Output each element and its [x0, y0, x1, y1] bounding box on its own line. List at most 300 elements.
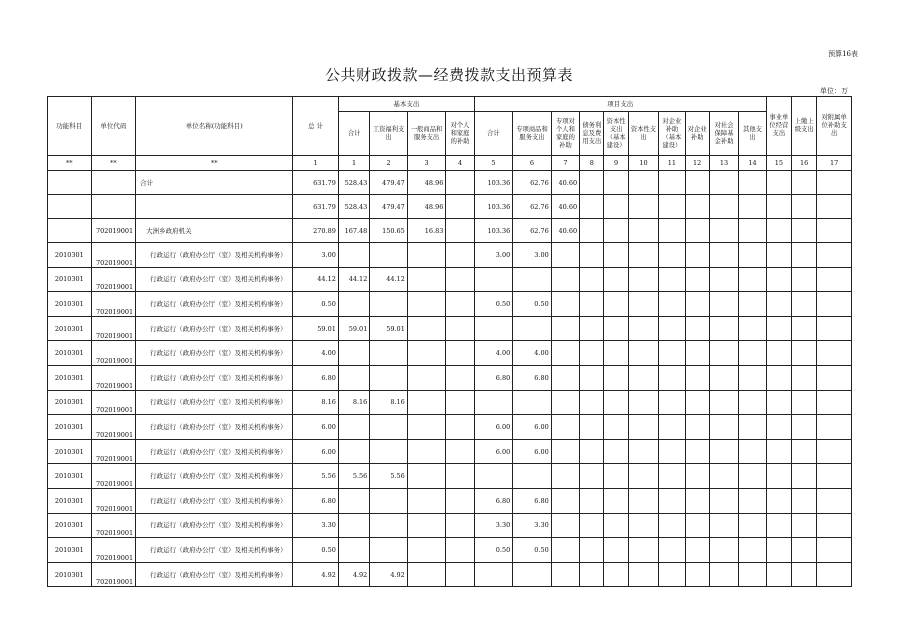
empty-cell — [659, 243, 685, 268]
empty-cell — [628, 513, 658, 538]
func-subject-cell: 2010301 — [48, 267, 92, 292]
unit-code-cell: 702019001 — [91, 513, 136, 538]
table-row — [48, 439, 852, 464]
func-subject-cell: 2010301 — [48, 415, 92, 440]
header-tail-col: 事业单位经营支出 — [766, 97, 791, 156]
unit-name-cell — [136, 513, 293, 538]
header-project-group: 项目支出 — [474, 97, 766, 112]
empty-cell — [739, 513, 766, 538]
basic-wage-cell: 150.65 — [370, 219, 408, 243]
project-sum-cell: 6.80 — [474, 365, 513, 390]
basic-sum-cell — [338, 415, 369, 440]
basic-goods-cell — [407, 415, 446, 440]
empty-cell — [685, 538, 709, 563]
empty-cell — [580, 439, 604, 464]
empty-cell — [709, 538, 738, 563]
empty-cell — [580, 292, 604, 317]
table-row — [48, 341, 852, 366]
basic-individual-cell — [446, 562, 474, 587]
basic-goods-cell — [407, 538, 446, 563]
empty-cell — [659, 292, 685, 317]
func-subject-cell: 2010301 — [48, 562, 92, 587]
header-func-subject: 功能科目 — [48, 97, 92, 156]
basic-sum-cell: 8.16 — [338, 390, 369, 415]
func-subject-cell — [48, 171, 92, 195]
column-index-cell: 4 — [446, 156, 474, 171]
empty-cell — [739, 415, 766, 440]
empty-cell — [659, 562, 685, 587]
empty-cell — [817, 538, 852, 563]
project-goods-cell — [513, 267, 552, 292]
unit-code-cell: 702019001 — [91, 415, 136, 440]
empty-cell — [766, 390, 791, 415]
header-basic-col: 一般商品和服务支出 — [407, 112, 446, 156]
basic-sum-cell — [338, 439, 369, 464]
basic-wage-cell: 44.12 — [370, 267, 408, 292]
empty-cell — [739, 195, 766, 219]
project-goods-cell: 0.50 — [513, 292, 552, 317]
column-index-cell: 2 — [370, 156, 408, 171]
func-subject-cell: 2010301 — [48, 316, 92, 341]
func-subject-cell — [48, 219, 92, 243]
column-index-cell: 1 — [338, 156, 369, 171]
unit-code-cell: 702019001 — [91, 365, 136, 390]
empty-cell — [628, 390, 658, 415]
basic-individual-cell — [446, 415, 474, 440]
total-cell: 631.79 — [293, 171, 339, 195]
unit-name-text: 行政运行（政府办公厅（室）及相关机构事务） — [150, 324, 287, 333]
empty-cell — [628, 488, 658, 513]
empty-cell — [817, 267, 852, 292]
table-row — [48, 488, 852, 513]
empty-cell — [709, 243, 738, 268]
unit-name-text: 行政运行（政府办公厅（室）及相关机构事务） — [150, 447, 287, 456]
basic-individual-cell — [446, 267, 474, 292]
header-basic-col: 工资福利支出 — [370, 112, 408, 156]
empty-cell — [792, 513, 817, 538]
empty-cell — [604, 365, 628, 390]
table-row — [48, 267, 852, 292]
total-cell: 6.00 — [293, 439, 339, 464]
empty-cell — [604, 267, 628, 292]
budget-table — [47, 96, 852, 587]
basic-wage-cell — [370, 341, 408, 366]
empty-cell — [739, 341, 766, 366]
empty-cell — [817, 195, 852, 219]
header-tail-col: 对附属单位补助支出 — [817, 97, 852, 156]
empty-cell — [766, 195, 791, 219]
empty-cell — [792, 464, 817, 489]
basic-goods-cell — [407, 513, 446, 538]
basic-wage-cell — [370, 439, 408, 464]
header-project-col: 资本性支出（基本建设） — [604, 112, 628, 156]
unit-name-text: 行政运行（政府办公厅（室）及相关机构事务） — [150, 299, 287, 308]
project-goods-cell: 3.00 — [513, 243, 552, 268]
basic-individual-cell — [446, 219, 474, 243]
basic-goods-cell — [407, 316, 446, 341]
empty-cell — [766, 316, 791, 341]
empty-cell — [766, 219, 791, 243]
empty-cell — [792, 439, 817, 464]
unit-name-text: 行政运行（政府办公厅（室）及相关机构事务） — [150, 422, 287, 431]
empty-cell — [551, 267, 579, 292]
basic-sum-cell — [338, 513, 369, 538]
empty-cell — [659, 171, 685, 195]
empty-cell — [659, 390, 685, 415]
empty-cell — [551, 562, 579, 587]
empty-cell — [628, 341, 658, 366]
empty-cell — [685, 219, 709, 243]
empty-cell — [739, 292, 766, 317]
empty-cell — [685, 365, 709, 390]
basic-individual-cell — [446, 513, 474, 538]
project-sum-cell — [474, 390, 513, 415]
empty-cell — [766, 439, 791, 464]
total-cell: 6.80 — [293, 365, 339, 390]
basic-wage-cell: 479.47 — [370, 171, 408, 195]
empty-cell — [817, 171, 852, 195]
basic-goods-cell — [407, 562, 446, 587]
project-goods-cell — [513, 562, 552, 587]
project-goods-cell — [513, 390, 552, 415]
empty-cell — [739, 219, 766, 243]
empty-cell — [659, 513, 685, 538]
empty-cell — [766, 292, 791, 317]
basic-individual-cell — [446, 341, 474, 366]
empty-cell — [659, 316, 685, 341]
table-row — [48, 562, 852, 587]
total-cell: 3.30 — [293, 513, 339, 538]
unit-name-cell — [136, 488, 293, 513]
project-goods-cell: 6.00 — [513, 439, 552, 464]
total-cell: 4.92 — [293, 562, 339, 587]
empty-cell — [817, 513, 852, 538]
empty-cell — [604, 538, 628, 563]
basic-wage-cell: 479.47 — [370, 195, 408, 219]
empty-cell — [628, 439, 658, 464]
basic-sum-cell — [338, 488, 369, 513]
empty-cell — [685, 415, 709, 440]
func-subject-cell: 2010301 — [48, 341, 92, 366]
empty-cell — [792, 292, 817, 317]
empty-cell — [709, 439, 738, 464]
unit-name-cell — [136, 538, 293, 563]
empty-cell — [628, 267, 658, 292]
column-index-cell: 1 — [293, 156, 339, 171]
empty-cell — [709, 390, 738, 415]
project-sum-cell: 0.50 — [474, 292, 513, 317]
empty-cell — [628, 219, 658, 243]
unit-name-text: 行政运行（政府办公厅（室）及相关机构事务） — [150, 250, 287, 259]
header-project-col: 债务利息及费用支出 — [580, 112, 604, 156]
project-sum-cell: 103.36 — [474, 219, 513, 243]
empty-cell — [580, 243, 604, 268]
header-tail-col: 上缴上级支出 — [792, 97, 817, 156]
empty-cell — [604, 513, 628, 538]
basic-sum-cell: 5.56 — [338, 464, 369, 489]
unit-code-cell: 702019001 — [91, 488, 136, 513]
project-sum-cell: 103.36 — [474, 195, 513, 219]
empty-cell — [766, 513, 791, 538]
empty-cell — [580, 488, 604, 513]
empty-cell — [580, 219, 604, 243]
column-index-cell: 17 — [817, 156, 852, 171]
unit-code-cell: 702019001 — [91, 464, 136, 489]
basic-goods-cell — [407, 365, 446, 390]
empty-cell — [659, 439, 685, 464]
project-goods-cell — [513, 464, 552, 489]
empty-cell — [739, 488, 766, 513]
table-row — [48, 538, 852, 563]
empty-cell — [739, 267, 766, 292]
empty-cell — [628, 171, 658, 195]
empty-cell — [659, 341, 685, 366]
project-sum-cell: 3.00 — [474, 243, 513, 268]
unit-name-cell: 合计 — [136, 171, 293, 195]
empty-cell — [817, 488, 852, 513]
func-subject-cell: 2010301 — [48, 488, 92, 513]
project-sum-cell — [474, 316, 513, 341]
empty-cell — [817, 316, 852, 341]
empty-cell — [792, 365, 817, 390]
project-goods-cell: 62.76 — [513, 195, 552, 219]
project-sum-cell — [474, 562, 513, 587]
basic-goods-cell — [407, 267, 446, 292]
unit-name-text: 行政运行（政府办公厅（室）及相关机构事务） — [150, 398, 287, 407]
unit-code-cell: 702019001 — [91, 390, 136, 415]
empty-cell — [604, 562, 628, 587]
unit-name-cell — [136, 464, 293, 489]
empty-cell — [551, 415, 579, 440]
empty-cell — [551, 365, 579, 390]
summary-row — [48, 219, 852, 243]
empty-cell — [709, 341, 738, 366]
basic-wage-cell — [370, 488, 408, 513]
basic-individual-cell — [446, 538, 474, 563]
func-subject-cell: 2010301 — [48, 292, 92, 317]
header-project-col: 合计 — [474, 112, 513, 156]
project-sum-cell: 6.00 — [474, 439, 513, 464]
basic-goods-cell: 48.96 — [407, 195, 446, 219]
empty-cell — [792, 390, 817, 415]
empty-cell — [628, 243, 658, 268]
unit-code-cell: 702019001 — [91, 341, 136, 366]
empty-cell — [580, 538, 604, 563]
empty-cell — [709, 562, 738, 587]
header-basic-col: 合计 — [338, 112, 369, 156]
basic-individual-cell — [446, 171, 474, 195]
basic-goods-cell — [407, 292, 446, 317]
header-project-col: 对企业补助（基本建设） — [659, 112, 685, 156]
empty-cell — [685, 562, 709, 587]
unit-code-cell: 702019001 — [91, 316, 136, 341]
empty-cell — [709, 365, 738, 390]
project-individual-cell: 40.60 — [551, 195, 579, 219]
project-individual-cell: 40.60 — [551, 219, 579, 243]
project-goods-cell: 0.50 — [513, 538, 552, 563]
table-row — [48, 365, 852, 390]
unit-code-cell — [91, 171, 136, 195]
empty-cell — [766, 341, 791, 366]
column-index-cell: ** — [91, 156, 136, 171]
header-basic-group: 基本支出 — [338, 97, 474, 112]
empty-cell — [739, 538, 766, 563]
empty-cell — [628, 538, 658, 563]
unit-name-text: 行政运行（政府办公厅（室）及相关机构事务） — [150, 496, 287, 505]
basic-wage-cell — [370, 292, 408, 317]
empty-cell — [685, 513, 709, 538]
empty-cell — [766, 538, 791, 563]
basic-wage-cell — [370, 415, 408, 440]
empty-cell — [604, 341, 628, 366]
empty-cell — [580, 365, 604, 390]
empty-cell — [817, 415, 852, 440]
page-title: 公共财政拨款—经费拨款支出预算表 — [324, 66, 573, 84]
empty-cell — [685, 292, 709, 317]
basic-individual-cell — [446, 365, 474, 390]
empty-cell — [659, 219, 685, 243]
unit-name-cell — [136, 267, 293, 292]
column-index-row — [48, 156, 852, 171]
column-index-cell: 7 — [551, 156, 579, 171]
empty-cell — [659, 464, 685, 489]
empty-cell — [604, 195, 628, 219]
empty-cell — [739, 464, 766, 489]
empty-cell — [817, 292, 852, 317]
basic-individual-cell — [446, 488, 474, 513]
project-sum-cell: 6.00 — [474, 415, 513, 440]
project-goods-cell: 6.00 — [513, 415, 552, 440]
empty-cell — [817, 464, 852, 489]
unit-code-cell: 702019001 — [91, 267, 136, 292]
column-index-cell: 11 — [659, 156, 685, 171]
total-cell: 631.79 — [293, 195, 339, 219]
project-goods-cell: 62.76 — [513, 171, 552, 195]
project-sum-cell: 3.30 — [474, 513, 513, 538]
basic-goods-cell — [407, 341, 446, 366]
project-sum-cell: 0.50 — [474, 538, 513, 563]
empty-cell — [739, 562, 766, 587]
empty-cell — [817, 365, 852, 390]
project-goods-cell: 6.80 — [513, 488, 552, 513]
unit-name-cell — [136, 562, 293, 587]
empty-cell — [709, 415, 738, 440]
table-row — [48, 415, 852, 440]
total-cell: 5.56 — [293, 464, 339, 489]
empty-cell — [685, 171, 709, 195]
empty-cell — [709, 316, 738, 341]
basic-sum-cell: 167.48 — [338, 219, 369, 243]
empty-cell — [659, 488, 685, 513]
project-sum-cell — [474, 464, 513, 489]
basic-sum-cell: 59.01 — [338, 316, 369, 341]
basic-sum-cell — [338, 365, 369, 390]
empty-cell — [551, 390, 579, 415]
empty-cell — [604, 488, 628, 513]
empty-cell — [766, 415, 791, 440]
project-goods-cell: 3.30 — [513, 513, 552, 538]
basic-goods-cell — [407, 243, 446, 268]
header-project-col: 专项商品和服务支出 — [513, 112, 552, 156]
basic-individual-cell — [446, 195, 474, 219]
total-cell: 6.80 — [293, 488, 339, 513]
unit-name-cell — [136, 292, 293, 317]
column-index-cell: 6 — [513, 156, 552, 171]
table-row — [48, 292, 852, 317]
basic-goods-cell — [407, 464, 446, 489]
empty-cell — [792, 316, 817, 341]
unit-code-cell: 702019001 — [91, 562, 136, 587]
empty-cell — [709, 267, 738, 292]
header-project-col: 其他支出 — [739, 112, 766, 156]
basic-sum-cell: 528.43 — [338, 171, 369, 195]
empty-cell — [739, 365, 766, 390]
empty-cell — [604, 292, 628, 317]
func-subject-cell: 2010301 — [48, 464, 92, 489]
empty-cell — [709, 292, 738, 317]
func-subject-cell: 2010301 — [48, 390, 92, 415]
empty-cell — [551, 316, 579, 341]
empty-cell — [551, 488, 579, 513]
empty-cell — [604, 243, 628, 268]
project-sum-cell — [474, 267, 513, 292]
empty-cell — [580, 171, 604, 195]
column-index-cell: ** — [48, 156, 92, 171]
basic-wage-cell: 8.16 — [370, 390, 408, 415]
basic-sum-cell: 4.92 — [338, 562, 369, 587]
basic-wage-cell — [370, 513, 408, 538]
column-index-cell: 5 — [474, 156, 513, 171]
header-unit-code: 单位代码 — [91, 97, 136, 156]
empty-cell — [551, 243, 579, 268]
empty-cell — [551, 292, 579, 317]
empty-cell — [766, 464, 791, 489]
empty-cell — [739, 316, 766, 341]
project-goods-cell: 6.80 — [513, 365, 552, 390]
unit-name-text: 行政运行（政府办公厅（室）及相关机构事务） — [150, 275, 287, 284]
empty-cell — [817, 341, 852, 366]
unit-name-text: 行政运行（政府办公厅（室）及相关机构事务） — [150, 545, 287, 554]
header-total: 总 计 — [293, 97, 339, 156]
empty-cell — [685, 390, 709, 415]
unit-name-cell — [136, 415, 293, 440]
unit-name-cell — [136, 439, 293, 464]
header-project-col: 专项对个人和家庭的补助 — [551, 112, 579, 156]
empty-cell — [580, 390, 604, 415]
basic-sum-cell — [338, 538, 369, 563]
unit-code-cell — [91, 195, 136, 219]
func-subject-cell: 2010301 — [48, 513, 92, 538]
empty-cell — [685, 243, 709, 268]
column-index-cell: 10 — [628, 156, 658, 171]
unit-name-cell — [136, 341, 293, 366]
empty-cell — [580, 415, 604, 440]
empty-cell — [739, 439, 766, 464]
empty-cell — [604, 464, 628, 489]
empty-cell — [792, 538, 817, 563]
project-goods-cell: 62.76 — [513, 219, 552, 243]
column-index-cell: 16 — [792, 156, 817, 171]
unit-name-text: 行政运行（政府办公厅（室）及相关机构事务） — [150, 472, 287, 481]
empty-cell — [739, 390, 766, 415]
total-cell: 0.50 — [293, 292, 339, 317]
empty-cell — [628, 365, 658, 390]
empty-cell — [685, 316, 709, 341]
empty-cell — [685, 341, 709, 366]
basic-individual-cell — [446, 243, 474, 268]
unit-name-text: 行政运行（政府办公厅（室）及相关机构事务） — [150, 349, 287, 358]
project-goods-cell: 4.00 — [513, 341, 552, 366]
